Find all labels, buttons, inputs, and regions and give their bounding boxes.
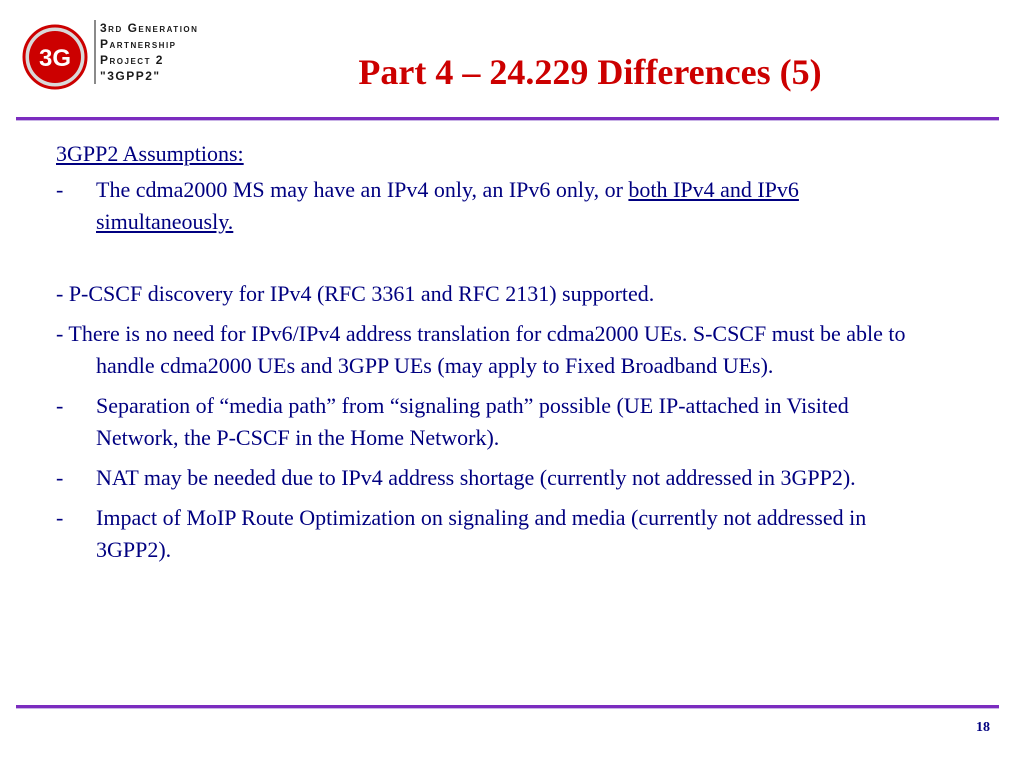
slide-title: Part 4 – 24.229 Differences (5) <box>358 52 822 92</box>
bullet-item-3 <box>56 318 936 382</box>
bullet-underlined-text: both IPv4 and IPv6 simultaneously. <box>96 177 799 234</box>
logo-line-4: "3GPP2" <box>100 69 161 83</box>
bullet-text: The cdma2000 MS may have an IPv4 only, an IPv6 only, or <box>96 177 629 202</box>
logo-line-3: Project 2 <box>100 53 164 67</box>
footer-divider <box>16 705 999 708</box>
logo-line-2: Partnership <box>100 37 177 51</box>
logo-org-name <box>94 20 198 84</box>
bullet-item-2 <box>56 278 936 310</box>
bullet-text: - P-CSCF discovery for IPv4 (RFC 3361 and RFC 2131) supported. <box>56 281 655 306</box>
3gpp2-logo <box>22 20 242 90</box>
bullet-text: - There is no need for IPv6/IPv4 address translation for cdma2000 UEs. S-CSCF must be able to handle cdma2000 UEs and 3GPP UEs (may apply to Fixed Broadband UEs). <box>56 321 906 378</box>
bullet-text: NAT may be needed due to IPv4 address shortage (currently not addressed in 3GPP2). <box>96 465 856 490</box>
spacer <box>56 246 936 278</box>
bullet-dash: - <box>56 465 64 490</box>
assumptions-heading: 3GPP2 Assumptions: <box>56 141 244 166</box>
bullet-dash: - <box>56 177 64 202</box>
bullet-item-1 <box>56 174 936 238</box>
3g-logo-icon <box>22 24 88 90</box>
bullet-item-4 <box>56 390 936 454</box>
logo-line-1: 3rd Generation <box>100 21 199 35</box>
bullet-item-6 <box>56 502 936 566</box>
logo-mark: 3G <box>38 45 72 72</box>
page-number: 18 <box>976 720 990 735</box>
bullet-dash: - <box>56 393 64 418</box>
bullet-item-5 <box>56 462 936 494</box>
title-divider <box>16 117 999 120</box>
bullet-text: Separation of “media path” from “signaling path” possible (UE IP-attached in Visited Network, the P-CSCF in the Home Network). <box>96 393 849 450</box>
bullet-dash: - <box>56 505 64 530</box>
slide-body <box>56 138 936 574</box>
bullet-text: Impact of MoIP Route Optimization on signaling and media (currently not addressed in 3GPP2). <box>96 505 867 562</box>
